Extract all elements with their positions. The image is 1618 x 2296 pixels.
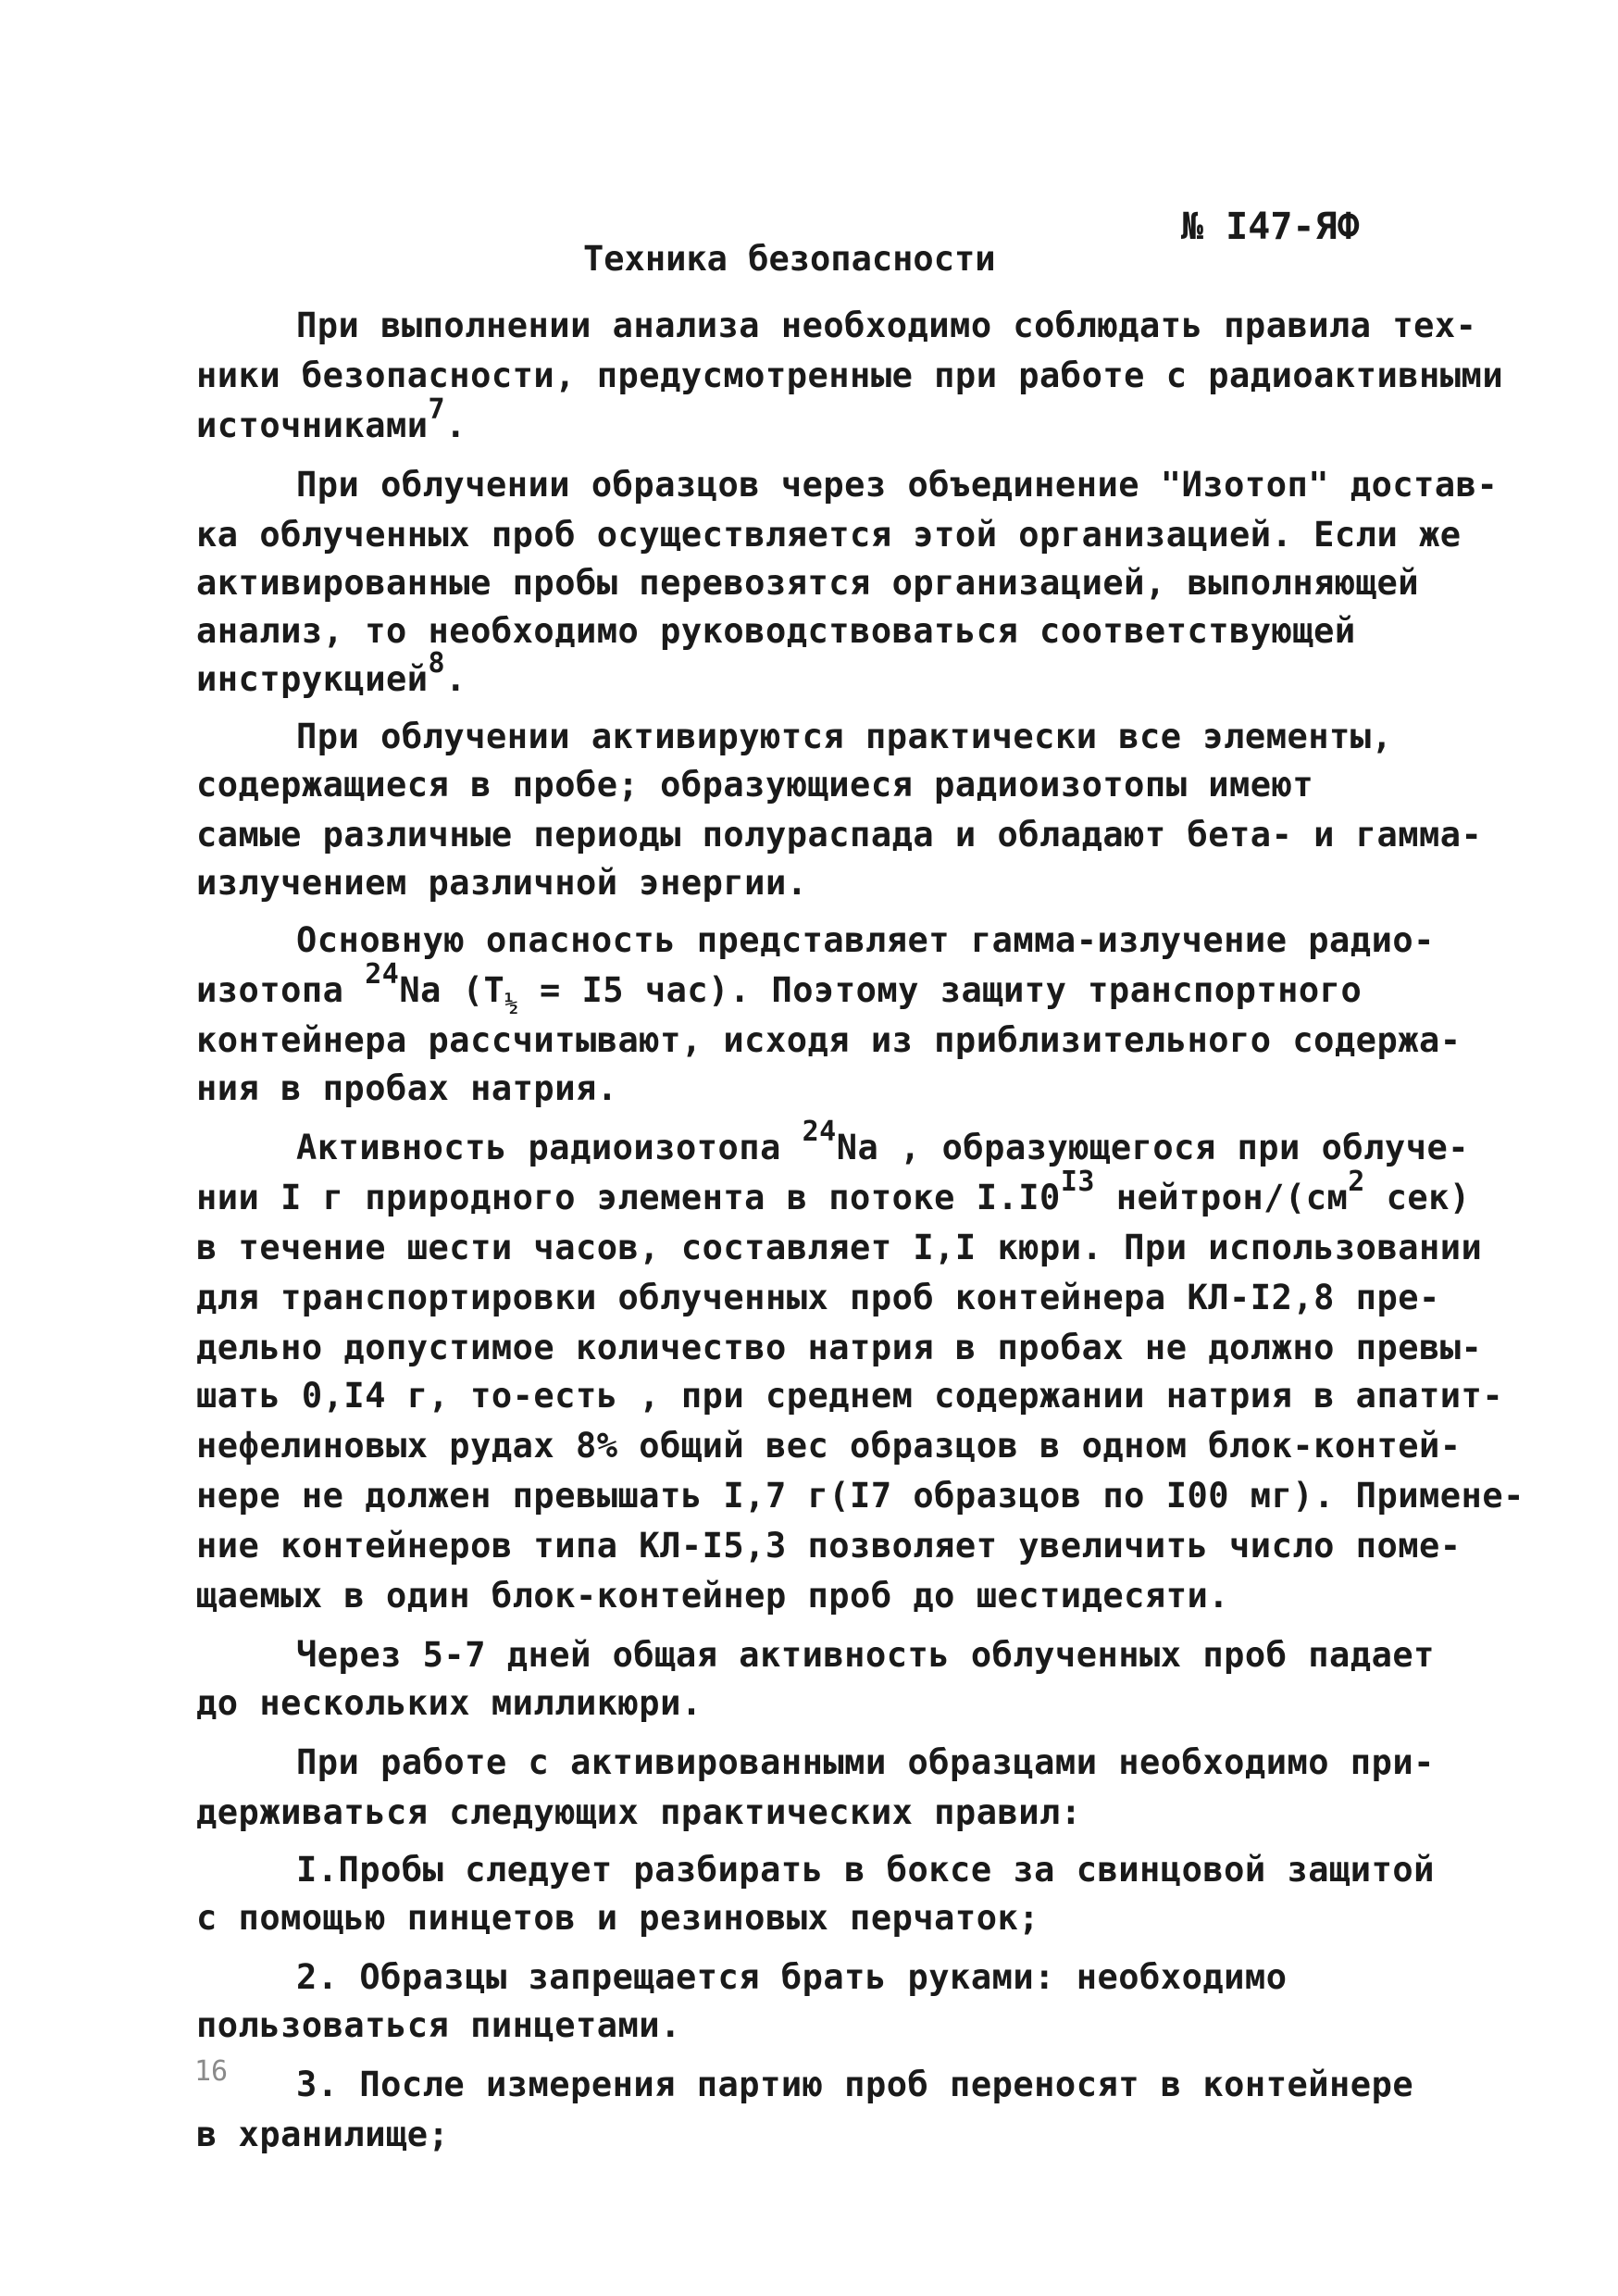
line-text: ка облученных проб осуществляется этой организацией. Если же <box>196 515 1462 555</box>
line-text: до нескольких милликюри. <box>196 1683 703 1723</box>
line-text: . <box>445 406 467 445</box>
line-text: . <box>445 659 467 699</box>
line-text: нефелиновых рудах 8% общий вес образцов в одном блок-контей- <box>196 1426 1462 1466</box>
text-line <box>196 1017 1462 1065</box>
text-line <box>196 859 808 907</box>
line-text: в течение шести часов, составляет I,I кюри. При использовании <box>196 1228 1483 1267</box>
text-line <box>296 1846 1435 1894</box>
text-line <box>196 811 1482 859</box>
text-line <box>196 352 1503 400</box>
line-text: изотопа <box>196 970 366 1010</box>
superscript: 24 <box>365 958 400 991</box>
text-line <box>196 511 1462 559</box>
text-line <box>196 1274 1440 1322</box>
line-text: Активность радиоизотопа <box>296 1128 803 1167</box>
line-text: излучением различной энергии. <box>196 863 808 903</box>
line-text: в хранилище; <box>196 2115 450 2154</box>
text-line <box>196 2111 449 2159</box>
line-text: ния в пробах натрия. <box>196 1068 618 1108</box>
text-line <box>196 1472 1525 1520</box>
text-line <box>196 1422 1462 1470</box>
text-line <box>196 1789 1082 1837</box>
line-text: ние контейнеров типа КЛ-I5,3 позволяет увеличить число поме- <box>196 1526 1462 1566</box>
text-line <box>296 1116 1470 1172</box>
superscript: 8 <box>428 647 446 680</box>
line-text: сек) <box>1364 1178 1471 1217</box>
page-number: 16 <box>194 2055 229 2088</box>
line-text: нере не должен превышать I,7 г(I7 образцов по I00 мг). Примене- <box>196 1476 1525 1516</box>
text-line <box>196 958 1363 1017</box>
text-line <box>196 761 1313 809</box>
text-line <box>196 1679 703 1728</box>
line-text: 3. После измерения партию проб переносят в контейнере <box>296 2065 1414 2104</box>
text-line <box>196 1065 618 1113</box>
section-heading: Техника безопасности <box>583 239 996 279</box>
line-text: нии I г природного элемента в потоке I.I0 <box>196 1178 1061 1217</box>
line-text: Na (T <box>399 970 505 1010</box>
text-line <box>196 1224 1482 1272</box>
line-text: шать 0,I4 г, то-есть , при среднем содержании натрия в апатит- <box>196 1376 1504 1416</box>
line-text: дельно допустимое количество натрия в пробах не должно превы- <box>196 1328 1483 1367</box>
text-line <box>296 1953 1287 2002</box>
text-line <box>196 559 1419 607</box>
line-text: Основную опасность представляет гамма-излучение радио- <box>296 920 1435 960</box>
line-text: При выполнении анализа необходимо соблюдать правила тех- <box>296 306 1477 345</box>
text-line <box>296 2061 1413 2109</box>
line-text: держиваться следующих практических правил: <box>196 1792 1082 1832</box>
text-line <box>196 1572 1229 1620</box>
superscript: 2 <box>1348 1166 1365 1198</box>
line-text: щаемых в один блок-контейнер проб до шестидесяти. <box>196 1576 1230 1616</box>
line-text: = I5 час). Поэтому защиту транспортного <box>518 970 1363 1010</box>
line-text: контейнера рассчитывают, исходя из приблизительного содержа- <box>196 1020 1462 1060</box>
text-line <box>196 1372 1503 1420</box>
text-line <box>196 1894 1039 1942</box>
line-text: источниками <box>196 406 429 445</box>
superscript: I3 <box>1060 1166 1095 1198</box>
line-text: Na , образующегося при облуче- <box>836 1128 1470 1167</box>
line-text: При облучении образцов через объединение "Изотоп" достав- <box>296 465 1499 505</box>
text-line <box>196 1324 1482 1372</box>
document-number: № I47-ЯФ <box>1181 206 1360 248</box>
text-line <box>196 2002 681 2050</box>
text-line <box>196 607 1356 655</box>
line-text: При работе с активированными образцами необходимо при- <box>296 1742 1435 1782</box>
line-text: активированные пробы перевозятся организацией, выполняющей <box>196 563 1420 603</box>
line-text: анализ, то необходимо руководствоваться соответствующей <box>196 611 1356 651</box>
text-line <box>296 461 1498 509</box>
line-text: Через 5-7 дней общая активность облученных проб падает <box>296 1635 1435 1675</box>
text-line <box>196 647 467 704</box>
superscript: 24 <box>802 1116 837 1148</box>
line-text: ники безопасности, предусмотренные при работе с радиоактивными <box>196 356 1504 395</box>
text-line <box>296 1739 1435 1787</box>
line-text: самые различные периоды полураспада и обладают бета- и гамма- <box>196 815 1483 855</box>
text-line <box>296 1631 1435 1679</box>
text-line <box>296 917 1435 965</box>
text-line <box>196 1166 1471 1222</box>
text-line <box>296 302 1476 350</box>
subscript: ½ <box>504 991 519 1017</box>
text-line <box>196 393 467 450</box>
line-text: для транспортировки облученных проб контейнера КЛ-I2,8 пре- <box>196 1278 1440 1317</box>
line-text: пользоваться пинцетами. <box>196 2005 681 2045</box>
line-text: с помощью пинцетов и резиновых перчаток; <box>196 1898 1040 1938</box>
line-text: 2. Образцы запрещается брать руками: необходимо <box>296 1957 1288 1997</box>
line-text: I.Пробы следует разбирать в боксе за свинцовой защитой <box>296 1850 1435 1890</box>
line-text: содержащиеся в пробе; образующиеся радиоизотопы имеют <box>196 765 1314 805</box>
text-line <box>196 1522 1462 1570</box>
line-text: инструкцией <box>196 659 429 699</box>
superscript: 7 <box>428 393 446 426</box>
text-line <box>296 713 1392 761</box>
line-text: При облучении активируются практически все элементы, <box>296 717 1393 756</box>
line-text: нейтрон/(см <box>1094 1178 1349 1217</box>
